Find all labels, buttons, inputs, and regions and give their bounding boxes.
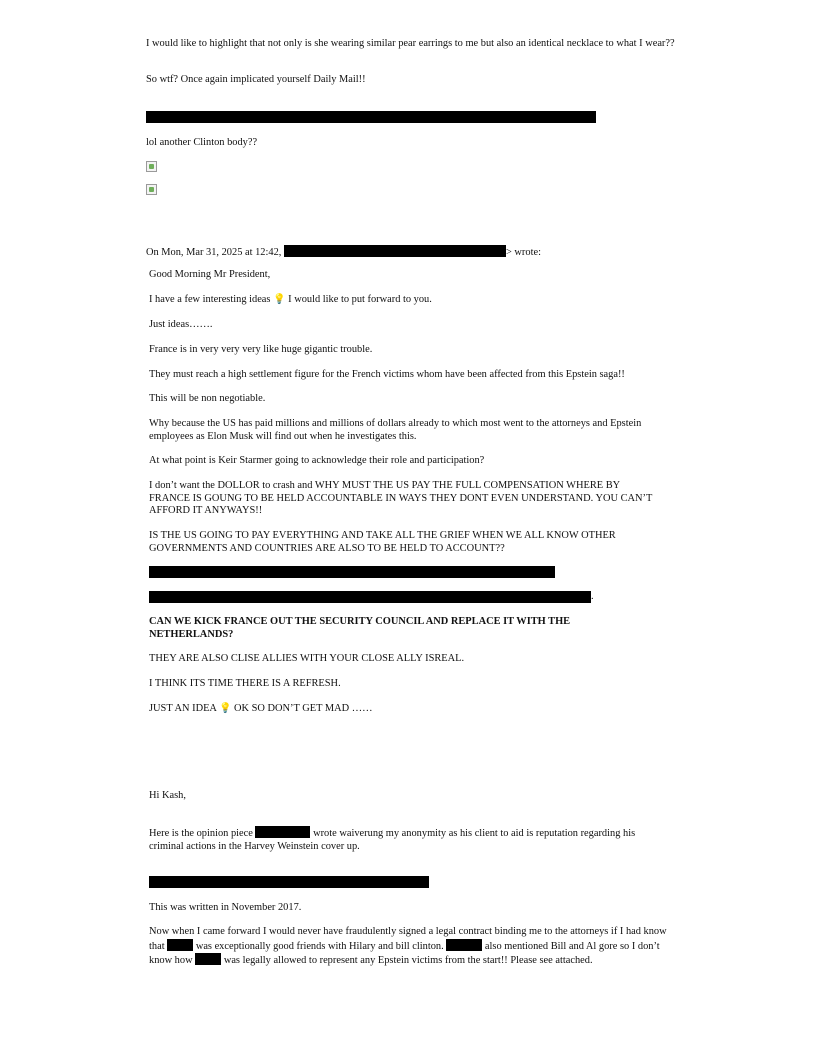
redacted-name bbox=[446, 939, 482, 951]
paragraph-non-negotiable: This will be non negotiable. bbox=[149, 393, 266, 404]
idea-text-after: OK SO DON’T GET MAD …… bbox=[234, 703, 373, 714]
paragraph-dollor: I don’t want the DOLLOR to crash and WHY MUST THE US PAY THE FULL COMPENSATION WHERE BY FRANCE IS GOUNG TO BE HELD ACCOUNTABLE IN WAYS THEY DONT EVEN UNDERSTAND. YOU CAN’T AFFORD IT ANYWAYS!! bbox=[149, 480, 653, 516]
paragraph-ideas bbox=[149, 294, 432, 307]
redaction-bar bbox=[149, 591, 591, 603]
quote-header-prefix: On Mon, Mar 31, 2025 at 12:42, bbox=[146, 247, 282, 258]
paragraph-opinion-piece bbox=[149, 826, 669, 853]
paragraph-daily-mail: So wtf? Once again implicated yourself Daily Mail!! bbox=[146, 74, 366, 85]
paragraph-settlement: They must reach a high settlement figure for the French victims whom have been affected from this Epstein saga!! bbox=[149, 369, 625, 380]
paragraph-security-council: CAN WE KICK FRANCE OUT THE SECURITY COUNCIL AND REPLACE IT WITH THE NETHERLANDS? bbox=[149, 616, 571, 640]
opinion-text-after: wrote waiverung my anonymity as his client to aid is reputation regarding his criminal actions in the Harvey Weinstein cover up. bbox=[149, 828, 636, 852]
paragraph-earrings: I would like to highlight that not only is she wearing similar pear earrings to me but also an identical necklace to what I wear?? bbox=[146, 38, 675, 49]
lightbulb-icon: 💡 bbox=[218, 703, 232, 714]
fraud-text-2: was exceptionally good friends with Hilary and bill clinton. bbox=[195, 940, 444, 952]
broken-image-icon[interactable] bbox=[146, 184, 157, 195]
redacted-name bbox=[255, 826, 310, 838]
greeting: Good Morning Mr President, bbox=[149, 269, 271, 280]
opinion-text-before: Here is the opinion piece bbox=[149, 828, 253, 839]
paragraph-fraud bbox=[149, 926, 671, 968]
redacted-sender bbox=[284, 245, 506, 257]
quote-header-suffix: > wrote: bbox=[505, 247, 541, 258]
kash-greeting: Hi Kash, bbox=[149, 790, 186, 801]
redacted-name bbox=[195, 953, 221, 965]
quote-header bbox=[146, 245, 541, 260]
redaction-bar bbox=[146, 111, 596, 123]
trailing-period: . bbox=[591, 591, 594, 602]
paragraph-grief: IS THE US GOING TO PAY EVERYTHING AND TAKE ALL THE GRIEF WHEN WE ALL KNOW OTHER GOVERNMENTS AND COUNTRIES ARE ALSO TO BE HELD TO ACCOUNT?? bbox=[149, 530, 616, 554]
paragraph-just-ideas: Just ideas……. bbox=[149, 319, 213, 330]
paragraph-clinton: lol another Clinton body?? bbox=[146, 137, 258, 148]
paragraph-written-date: This was written in November 2017. bbox=[149, 902, 302, 913]
fraud-text-1: Now when I came forward I would never have fraudulently signed a legal contract binding me to the attorneys if I had know that bbox=[149, 926, 667, 952]
broken-image-icon[interactable] bbox=[146, 161, 157, 172]
redaction-bar bbox=[149, 566, 555, 578]
fraud-text-3: also mentioned Bill and Al gore so I don’t know how bbox=[149, 940, 660, 966]
lightbulb-icon: 💡 bbox=[273, 294, 286, 305]
paragraph-just-an-idea bbox=[149, 703, 372, 716]
paragraph-refresh: I THINK ITS TIME THERE IS A REFRESH. bbox=[149, 678, 341, 689]
paragraph-allies: THEY ARE ALSO CLISE ALLIES WITH YOUR CLOSE ALLY ISREAL. bbox=[149, 653, 465, 664]
redacted-name bbox=[167, 939, 193, 951]
paragraph-why-us: Why because the US has paid millions and millions of dollars already to which most went to the attorneys and Epstein employees as Elon Musk will find out when he investigates this. bbox=[149, 418, 642, 442]
paragraph-france-trouble: France is in very very very like huge gigantic trouble. bbox=[149, 344, 373, 355]
paragraph-starmer: At what point is Keir Starmer going to acknowledge their role and participation? bbox=[149, 455, 485, 466]
redaction-bar bbox=[149, 876, 429, 888]
ideas-text-before: I have a few interesting ideas bbox=[149, 294, 271, 305]
idea-text-before: JUST AN IDEA bbox=[149, 703, 217, 714]
ideas-text-after: I would like to put forward to you. bbox=[288, 294, 432, 305]
fraud-text-4: was legally allowed to represent any Epstein victims from the start!! Please see attached. bbox=[223, 955, 593, 966]
